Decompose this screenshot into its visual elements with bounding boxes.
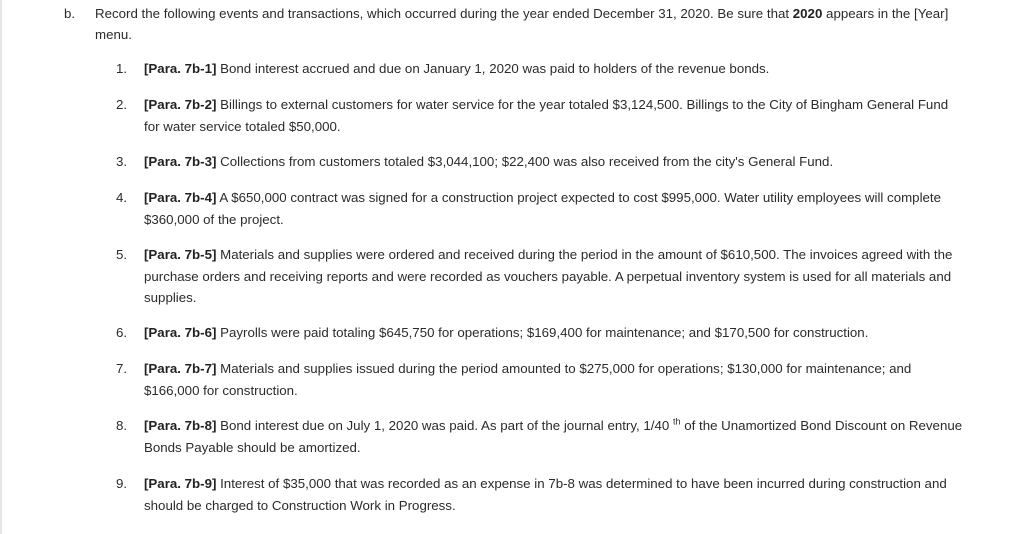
item-number: 4. [116, 190, 128, 205]
item-number: 9. [116, 476, 128, 491]
item-text: [Para. 7b-4] A $650,000 contract was signed for a construction project expected to cost $995,000. Water utility employees will complete $360,000 of the project. [144, 190, 942, 227]
item-number: 3. [116, 154, 128, 169]
left-border [0, 0, 2, 534]
item-number: 5. [116, 247, 128, 262]
paragraph-ref: [Para. 7b-3] [144, 154, 217, 169]
paragraph-ref: [Para. 7b-5] [144, 247, 217, 262]
paragraph-ref: [Para. 7b-9] [144, 476, 217, 491]
paragraph-ref: [Para. 7b-6] [144, 325, 217, 340]
instructions-text: Record the following events and transactions, which occurred during the year ended December 31, 2020. Be sure that 2020 appears in the [Year] menu. [95, 6, 949, 42]
item-text: [Para. 7b-2] Billings to external customers for water service for the year totaled $3,124,500. Billings to the City of Bingham General Fund for water service totaled $50,000. [144, 97, 949, 134]
item-number: 1. [116, 61, 128, 76]
paragraph-ref: [Para. 7b-2] [144, 97, 217, 112]
item-text: [Para. 7b-8] Bond interest due on July 1, 2020 was paid. As part of the journal entry, 1/40 $^{th}$ of the Unamortized Bond Discount on Revenue Bonds Payable should be amortized. [144, 416, 963, 455]
item-number: 6. [116, 325, 128, 340]
item-number: 7. [116, 361, 128, 376]
item-text: [Para. 7b-7] Materials and supplies issued during the period amounted to $275,000 for operations; $130,000 for maintenance; and $166,000 for construction. [144, 361, 912, 398]
item-number: 2. [116, 97, 128, 112]
paragraph-ref: [Para. 7b-7] [144, 361, 217, 376]
item-text: [Para. 7b-3] Collections from customers totaled $3,044,100; $22,400 was also received from the city's General Fund. [144, 154, 834, 169]
item-text: [Para. 7b-9] Interest of $35,000 that was recorded as an expense in 7b-8 was determined to have been incurred during construction and should be charged to Construction Work in Progress. [144, 476, 947, 513]
item-text: [Para. 7b-1] Bond interest accrued and due on January 1, 2020 was paid to holders of the revenue bonds. [144, 61, 770, 76]
paragraph-ref: [Para. 7b-4] [144, 190, 217, 205]
item-text: [Para. 7b-5] Materials and supplies were ordered and received during the period in the amount of $610,500. The invoices agreed with the purchase orders and receiving reports and were recorded as vouchers payable. A perpetual inventory system is used for all materials and supplies. [144, 247, 953, 305]
paragraph-ref: [Para. 7b-1] [144, 61, 217, 76]
paragraph-ref: [Para. 7b-8] [144, 418, 217, 433]
item-number: 8. [116, 418, 128, 433]
year-emphasis: 2020 [792, 6, 823, 21]
ordinal-superscript: th [673, 416, 681, 427]
item-text: [Para. 7b-6] Payrolls were paid totaling $645,750 for operations; $169,400 for maintenance; and $170,500 for construction. [144, 325, 869, 340]
part-marker: b. [64, 6, 76, 21]
